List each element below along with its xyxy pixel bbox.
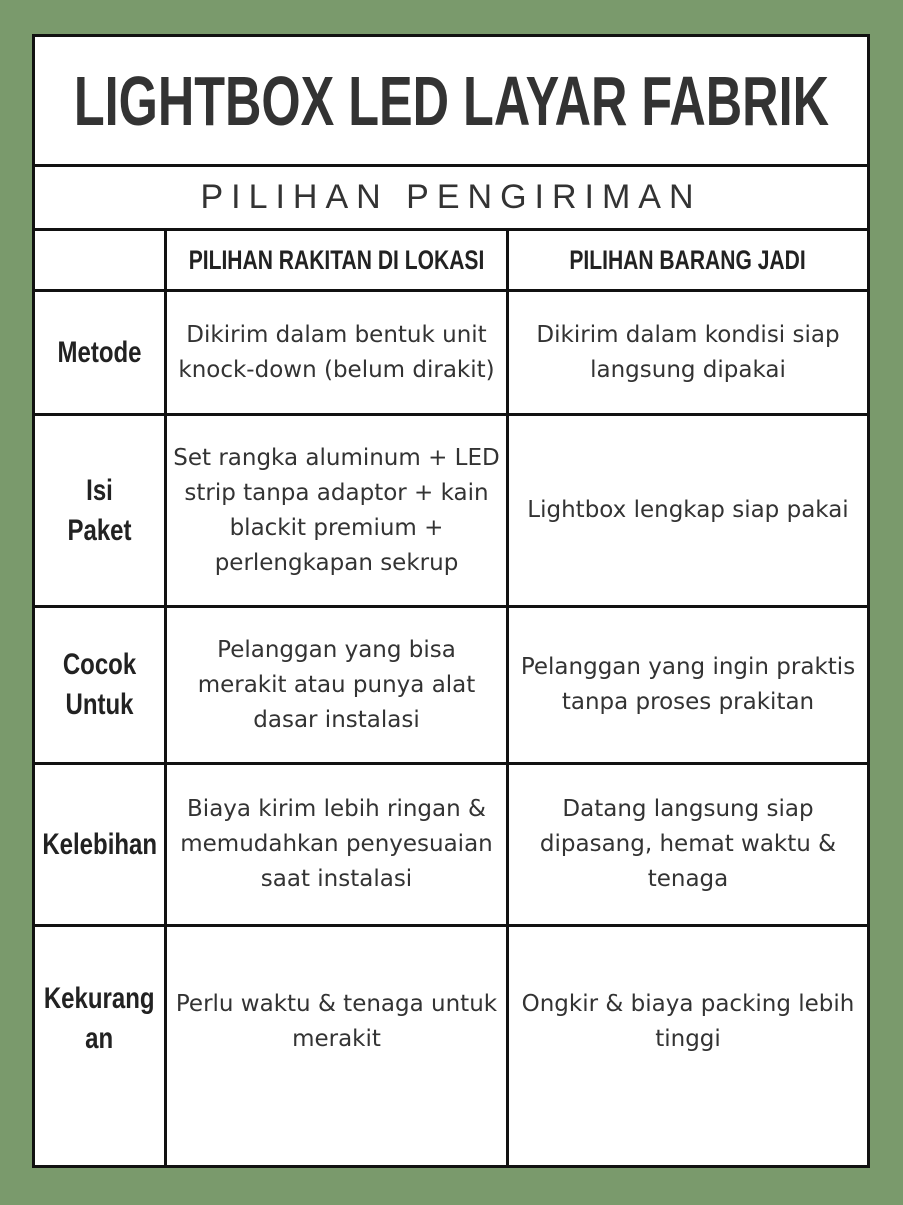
column-header-onsite-label: PILIHAN RAKITAN DI LOKASI (188, 244, 485, 275)
row-label-kelebihan (35, 765, 167, 927)
row-label-text: Isi Paket (67, 473, 132, 547)
row-label-text: Kelebihan (42, 827, 157, 861)
table-cell: Dikirim dalam kondisi siap langsung dipakai (509, 292, 867, 416)
table-cell: Perlu waktu & tenaga untuk merakit (167, 927, 509, 1168)
row-label-kekurangan (35, 927, 167, 1168)
page-subtitle: PILIHAN PENGIRIMAN (35, 167, 867, 231)
row-label-text: Kekurang an (44, 982, 155, 1055)
row-label-isi-paket (35, 416, 167, 608)
header-corner-cell (35, 231, 167, 292)
column-header-finished-label: PILIHAN BARANG JADI (569, 244, 807, 275)
row-label-text: Cocok Untuk (62, 648, 137, 721)
table-cell: Pelanggan yang bisa merakit atau punya alat dasar instalasi (167, 608, 509, 765)
column-header-onsite (167, 231, 509, 292)
table-cell: Datang langsung siap dipasang, hemat waktu & tenaga (509, 765, 867, 927)
table-cell: Set rangka aluminum + LED strip tanpa adaptor + kain blackit premium + perlengkapan sekrup (167, 416, 509, 608)
table-cell: Lightbox lengkap siap pakai (509, 416, 867, 608)
title-text: LIGHTBOX LED LAYAR FABRIK (73, 61, 829, 140)
table-cell: Biaya kirim lebih ringan & memudahkan penyesuaian saat instalasi (167, 765, 509, 927)
table-cell: Ongkir & biaya packing lebih tinggi (521, 991, 855, 1052)
comparison-sheet (32, 34, 870, 1168)
page-title (35, 37, 867, 167)
table-cell: Pelanggan yang ingin praktis tanpa proses prakitan (509, 608, 867, 765)
row-label-cocok-untuk (35, 608, 167, 765)
row-label-text: Metode (57, 335, 142, 369)
comparison-table (35, 231, 867, 1168)
table-cell: Dikirim dalam bentuk unit knock-down (belum dirakit) (167, 292, 509, 416)
column-header-finished (509, 231, 867, 292)
row-label-metode (35, 292, 167, 416)
